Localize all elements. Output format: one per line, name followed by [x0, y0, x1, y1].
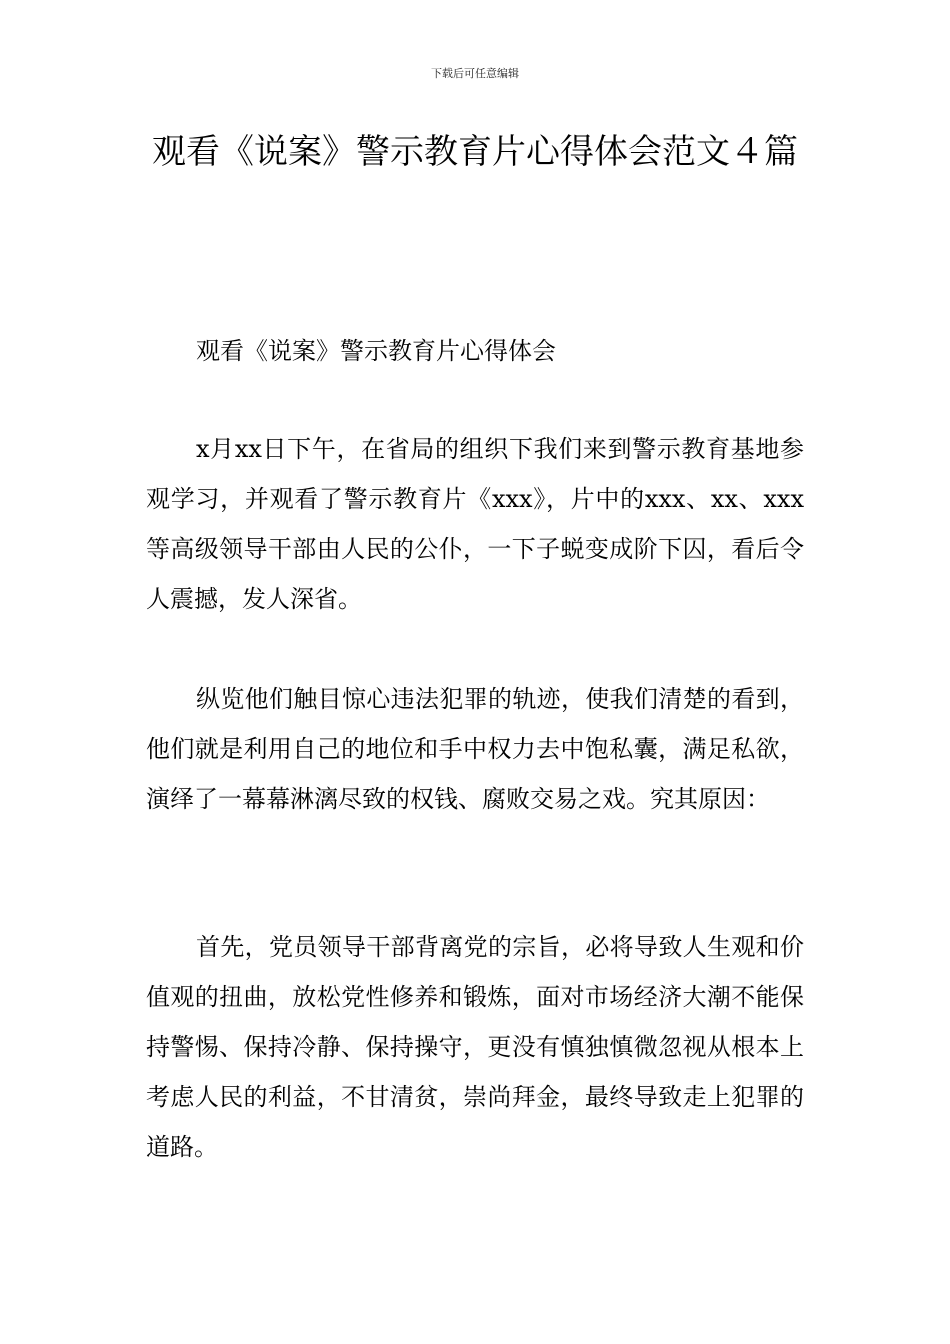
section-subheading: 观看《说案》警示教育片心得体会: [196, 337, 556, 365]
paragraph-1: x月xx日下午，在省局的组织下我们来到警示教育基地参观学习，并观看了警示教育片《xxx》，片中的xxx、xx、xxx等高级领导干部由人民的公仆，一下子蜕变成阶下囚，看后令人震撼，发人深省。: [146, 435, 804, 613]
paragraph-2: 纵览他们触目惊心违法犯罪的轨迹，使我们清楚的看到，他们就是利用自己的地位和手中权力去中饱私囊，满足私欲，演绎了一幕幕淋漓尽致的权钱、腐败交易之戏。究其原因：: [146, 685, 804, 813]
paragraph-3: 首先，党员领导干部背离党的宗旨，必将导致人生观和价值观的扭曲，放松党性修养和锻炼，面对市场经济大潮不能保持警惕、保持冷静、保持操守，更没有慎独慎微忽视从根本上考虑人民的利益，不甘清贫，崇尚拜金，最终导致走上犯罪的道路。: [146, 933, 804, 1161]
header-note: 下载后可任意编辑: [431, 67, 519, 80]
document-title: 观看《说案》警示教育片心得体会范文４篇: [152, 132, 798, 172]
